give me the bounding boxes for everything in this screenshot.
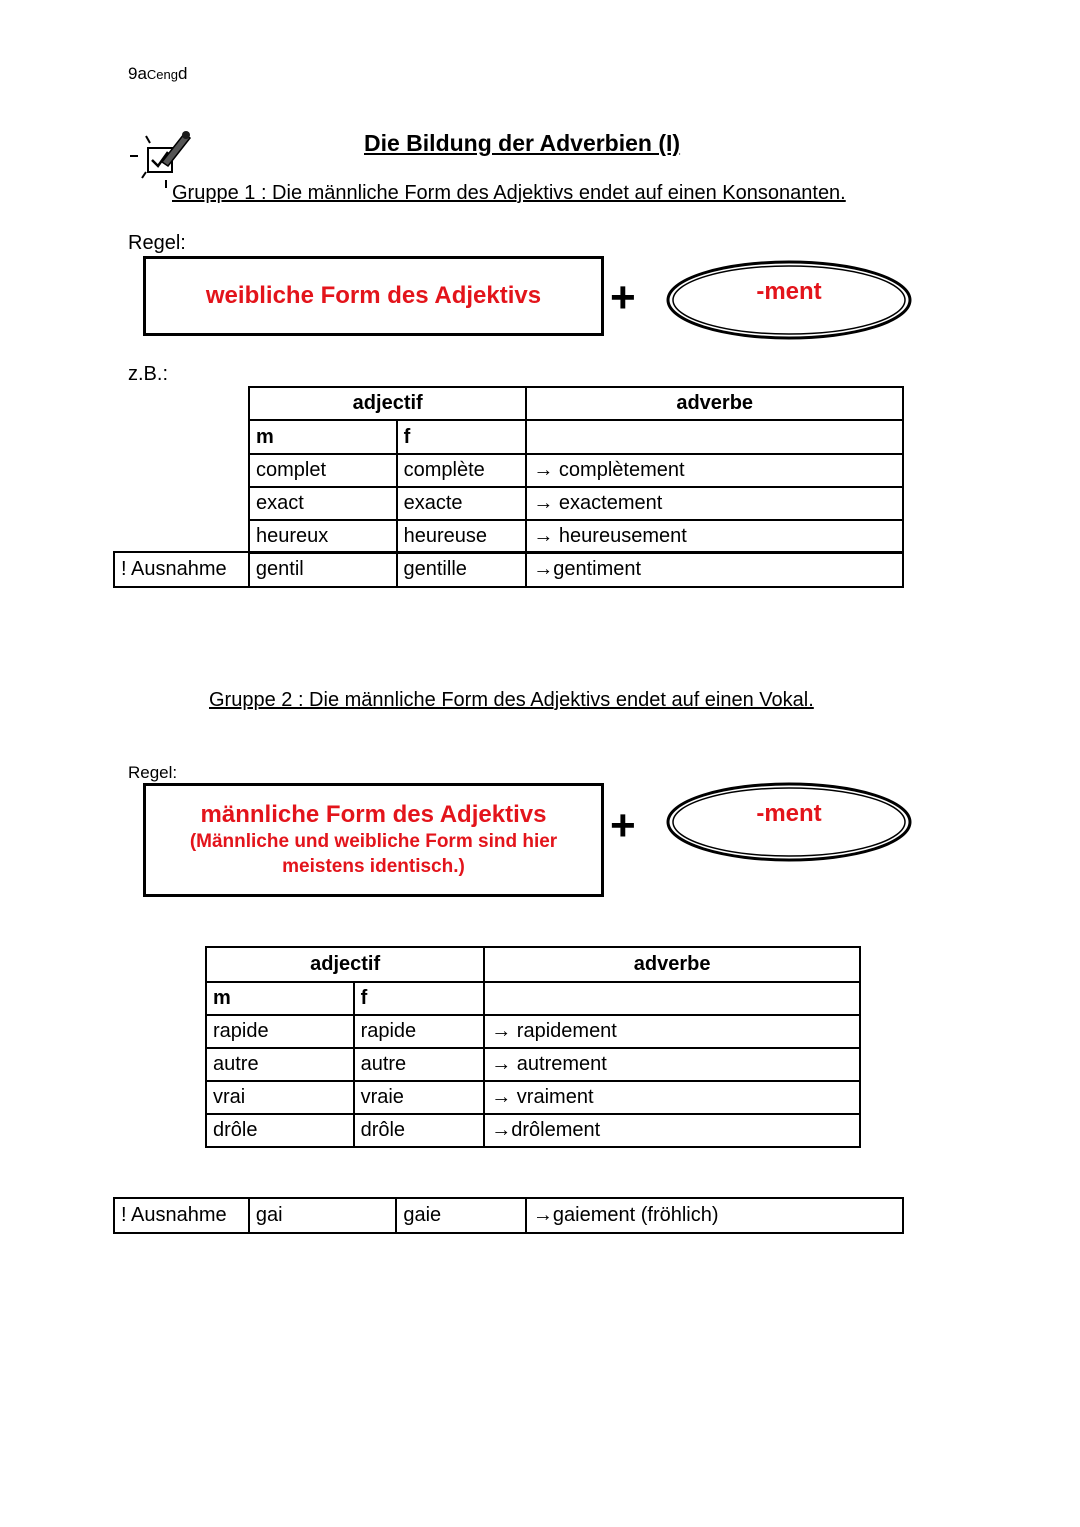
col-m-header: m [206,982,354,1015]
group1-plus-sign: + [610,273,636,322]
cell-adverb: → heureusement [526,520,903,553]
cell-m: complet [249,454,397,487]
cell-m: gai [249,1198,396,1233]
table-subheader-row [249,420,903,454]
cell-m: vrai [206,1081,354,1114]
cell-m: gentil [249,552,397,587]
exception-label: ! Ausnahme [114,552,249,587]
cell-adverb: → rapidement [484,1015,860,1048]
cell-f: rapide [354,1015,485,1048]
cell-m: rapide [206,1015,354,1048]
col-adverbe-header: adverbe [484,947,860,982]
cell-m: heureux [249,520,397,553]
cell-f: vraie [354,1081,485,1114]
col-m-header: m [249,420,397,454]
exception-row [114,552,903,587]
cell-adverb: → vraiment [484,1081,860,1114]
cell-adverb: →gentiment [526,552,903,587]
empty-cell [484,982,860,1015]
group1-exception-table [113,551,904,588]
cell-m: exact [249,487,397,520]
group2-suffix-text: -ment [756,800,822,827]
cell-f: drôle [354,1114,485,1147]
cell-adverb: →gaiement (fröhlich) [526,1198,903,1233]
group2-rule-label: Regel: [128,763,178,782]
col-f-header: f [397,420,527,454]
group1-rule-box [143,256,604,336]
col-adjectif-header: adjectif [249,387,526,420]
group2-exception-table [113,1197,904,1234]
cell-f: gaie [396,1198,526,1233]
group1-table [248,386,904,554]
group1-suffix-text: -ment [756,278,822,305]
table-row [206,1081,860,1114]
table-row [206,1048,860,1081]
table-row [206,1114,860,1147]
col-adverbe-header: adverbe [526,387,903,420]
cell-adverb: → exactement [526,487,903,520]
col-f-header: f [354,982,485,1015]
group2-plus-sign: + [610,801,636,850]
table-row [249,520,903,553]
group1-rule-label: Regel: [128,232,186,254]
table-row [206,1015,860,1048]
cell-m: autre [206,1048,354,1081]
group1-example-label: z.B.: [128,363,169,385]
cell-f: exacte [397,487,527,520]
group1-rule-text: weibliche Form des Adjektivs [205,282,542,309]
group2-table [205,946,861,1148]
table-subheader-row [206,982,860,1015]
table-header-row [249,387,903,420]
group2-rule-note: (Männliche und weibliche Form sind hier meistens identisch.) [189,831,558,877]
cell-adverb: → complètement [526,454,903,487]
cell-f: complète [397,454,527,487]
table-row [249,487,903,520]
col-adjectif-header: adjectif [206,947,484,982]
cell-m: drôle [206,1114,354,1147]
cell-f: gentille [397,552,527,587]
class-code: 9aCengd [128,64,188,83]
cell-f: heureuse [397,520,527,553]
cell-adverb: →drôlement [484,1114,860,1147]
table-row [249,454,903,487]
group1-heading: Gruppe 1 : Die männliche Form des Adjektivs endet auf einen Konsonanten. [172,182,846,204]
table-header-row [206,947,860,982]
group2-heading: Gruppe 2 : Die männliche Form des Adjektivs endet auf einen Vokal. [209,689,814,711]
cell-f: autre [354,1048,485,1081]
group2-rule-text: männliche Form des Adjektivs [200,801,547,828]
exception-row [114,1198,903,1233]
cell-adverb: → autrement [484,1048,860,1081]
page-title: Die Bildung der Adverbien (I) [364,130,681,156]
exception-label: ! Ausnahme [114,1198,249,1233]
group2-rule-box [143,783,604,897]
empty-cell [526,420,903,454]
